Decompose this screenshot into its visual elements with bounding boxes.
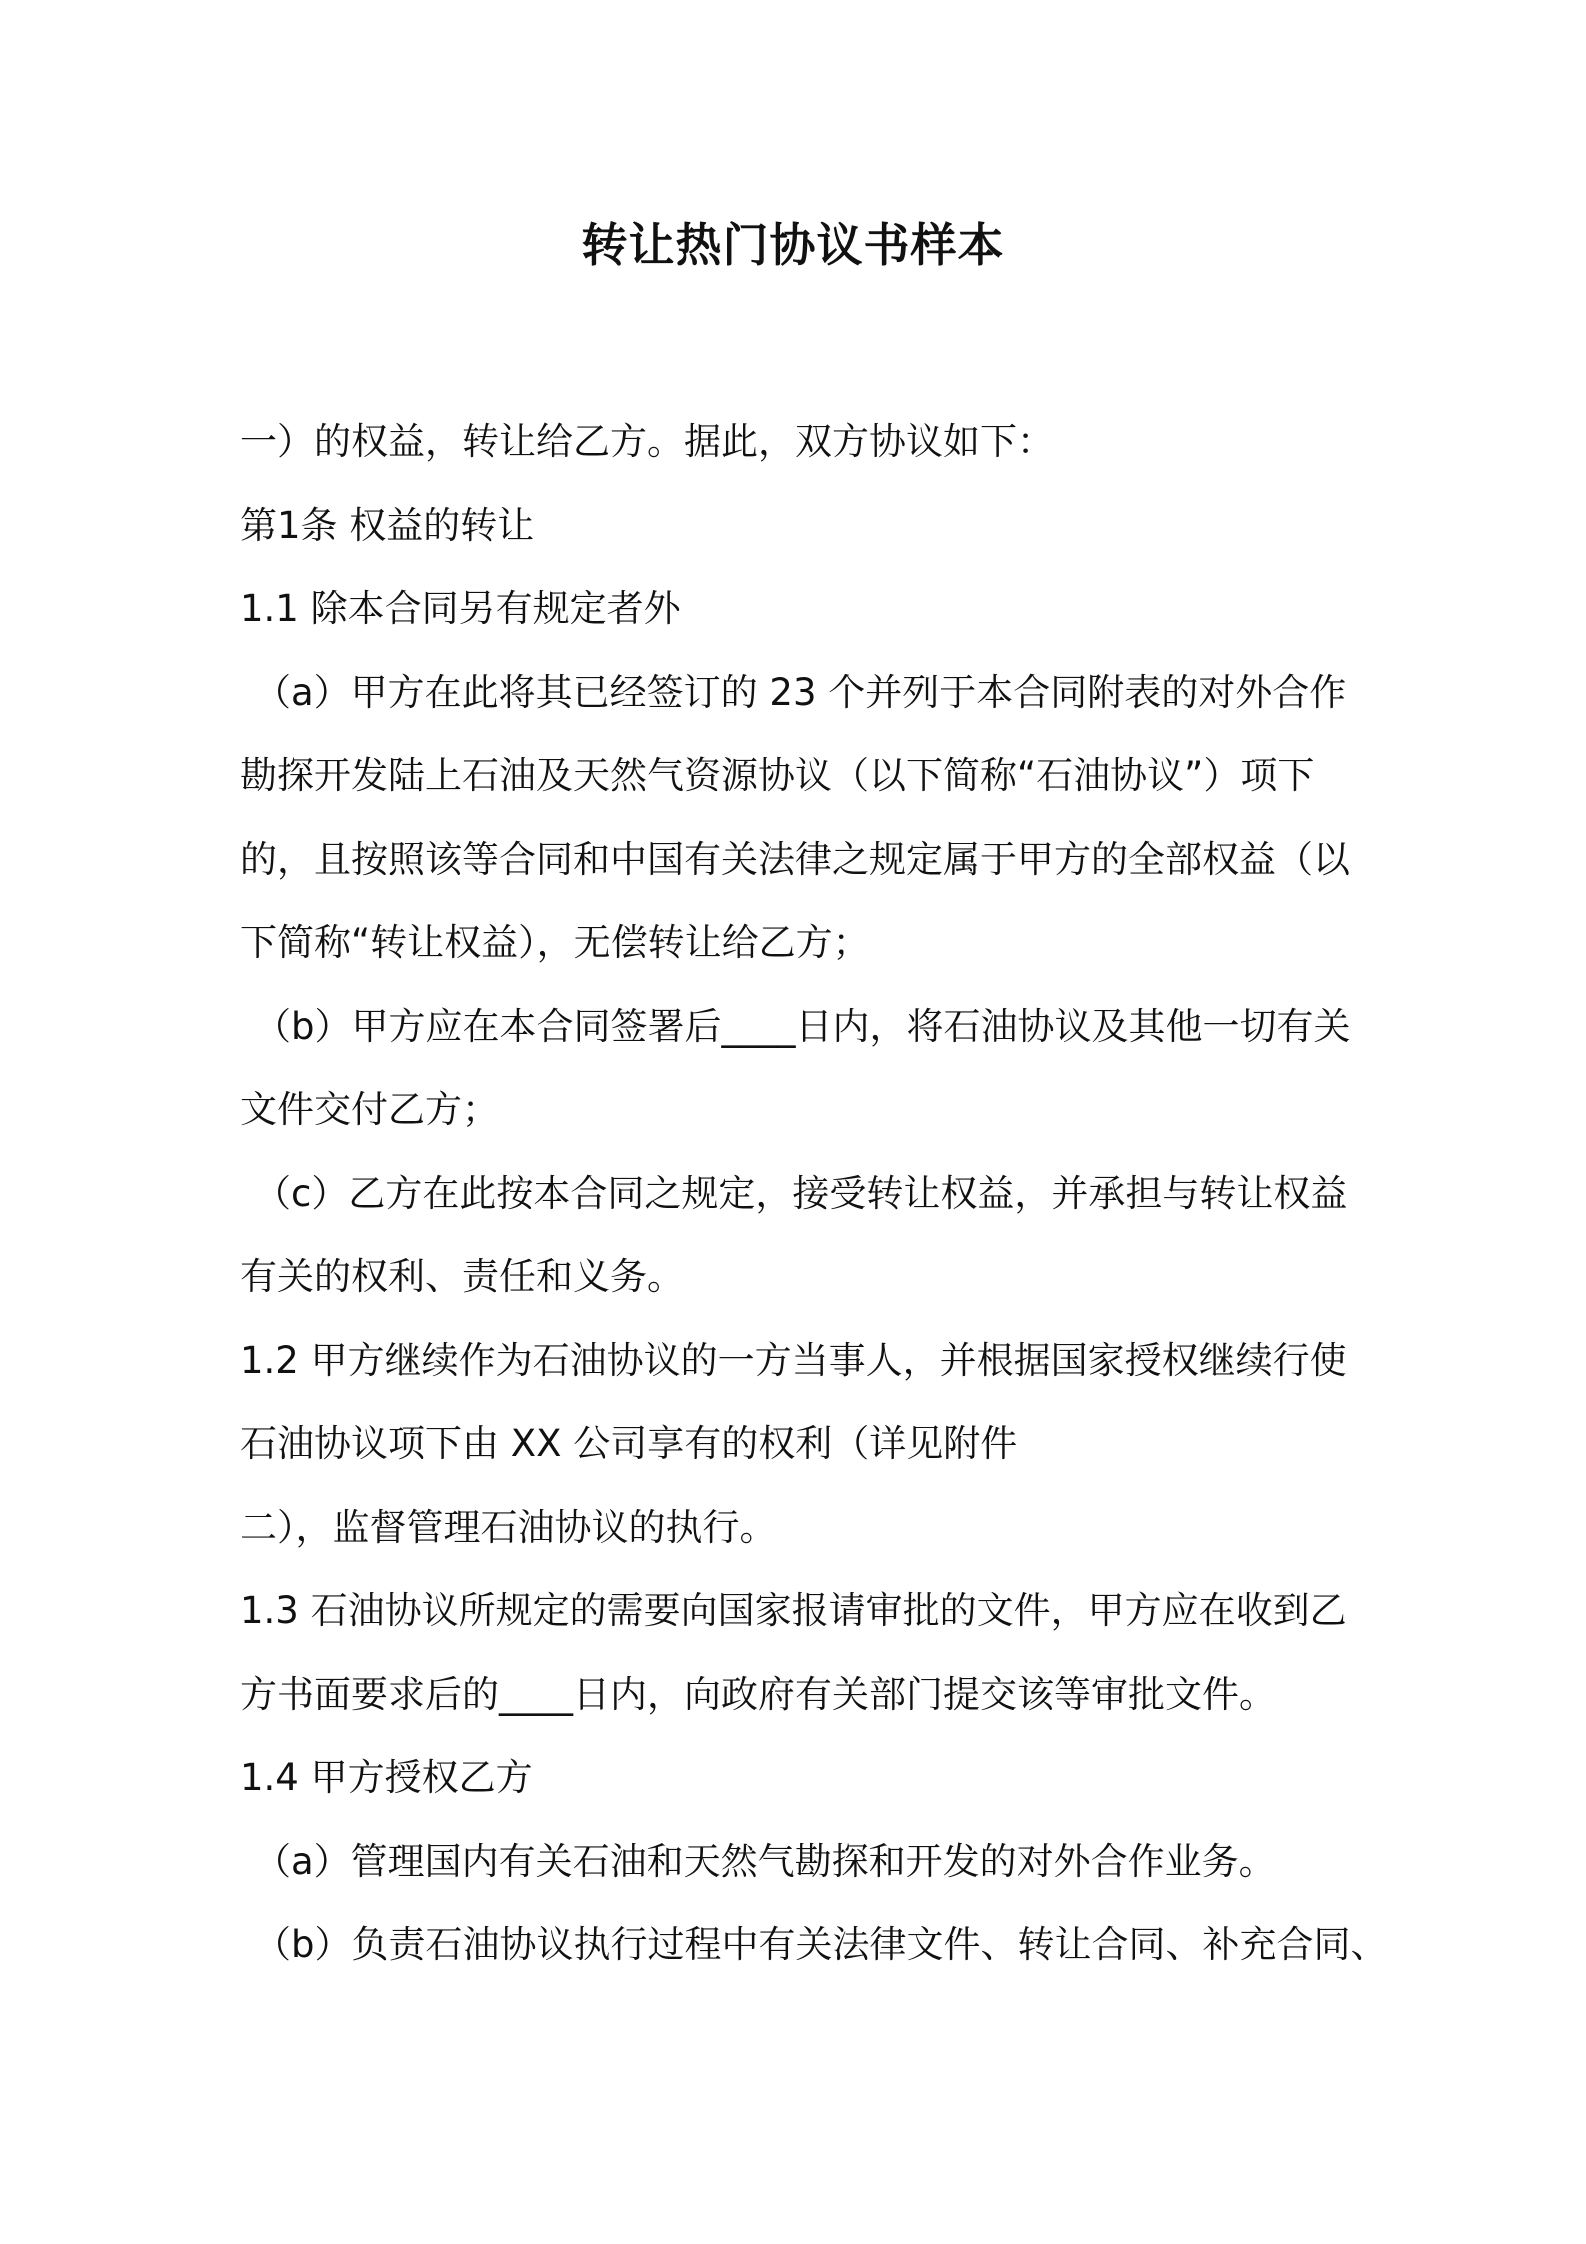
article-heading: 第1条 权益的转让 [240, 503, 535, 547]
paragraph-line: 石油协议项下由 XX 公司享有的权利（详见附件 [240, 1422, 1018, 1465]
paragraph-line: 下简称“转让权益），无偿转让给乙方； [240, 921, 870, 964]
paragraph-line: 二），监督管理石油协议的执行。 [240, 1505, 777, 1549]
paragraph-line: 勘探开发陆上石油及天然气资源协议（以下简称“石油协议”）项下 [240, 754, 1315, 797]
paragraph-line: （a）甲方在此将其已经签订的 23 个并列于本合同附表的对外合作 [254, 670, 1347, 714]
document-body [240, 400, 1388, 1987]
paragraph-line: （c）乙方在此按本合同之规定，接受转让权益，并承担与转让权益 [254, 1171, 1348, 1215]
clause-heading: 1.4 甲方授权乙方 [240, 1756, 533, 1799]
paragraph-line: 一）的权益，转让给乙方。据此，双方协议如下： [240, 420, 1054, 463]
paragraph-line: （b）负责石油协议执行过程中有关法律文件、转让合同、补充合同、 [254, 1923, 1388, 1966]
paragraph-line: （a）管理国内有关石油和天然气勘探和开发的对外合作业务。 [254, 1839, 1276, 1883]
paragraph-line: 文件交付乙方； [240, 1088, 499, 1131]
clause-heading: 1.1 除本合同另有规定者外 [240, 587, 681, 630]
paragraph-line: 方书面要求后的____日内，向政府有关部门提交该等审批文件。 [240, 1672, 1276, 1716]
document-title: 转让热门协议书样本 [581, 218, 1005, 272]
paragraph-line: 有关的权利、责任和义务。 [240, 1255, 684, 1298]
paragraph-line: （b）甲方应在本合同签署后____日内，将石油协议及其他一切有关 [254, 1004, 1351, 1048]
clause-heading: 1.3 石油协议所规定的需要向国家报请审批的文件，甲方应在收到乙 [240, 1589, 1347, 1632]
clause-heading: 1.2 甲方继续作为石油协议的一方当事人，并根据国家授权继续行使 [240, 1338, 1347, 1382]
paragraph-line: 的，且按照该等合同和中国有关法律之规定属于甲方的全部权益（以 [240, 837, 1350, 881]
